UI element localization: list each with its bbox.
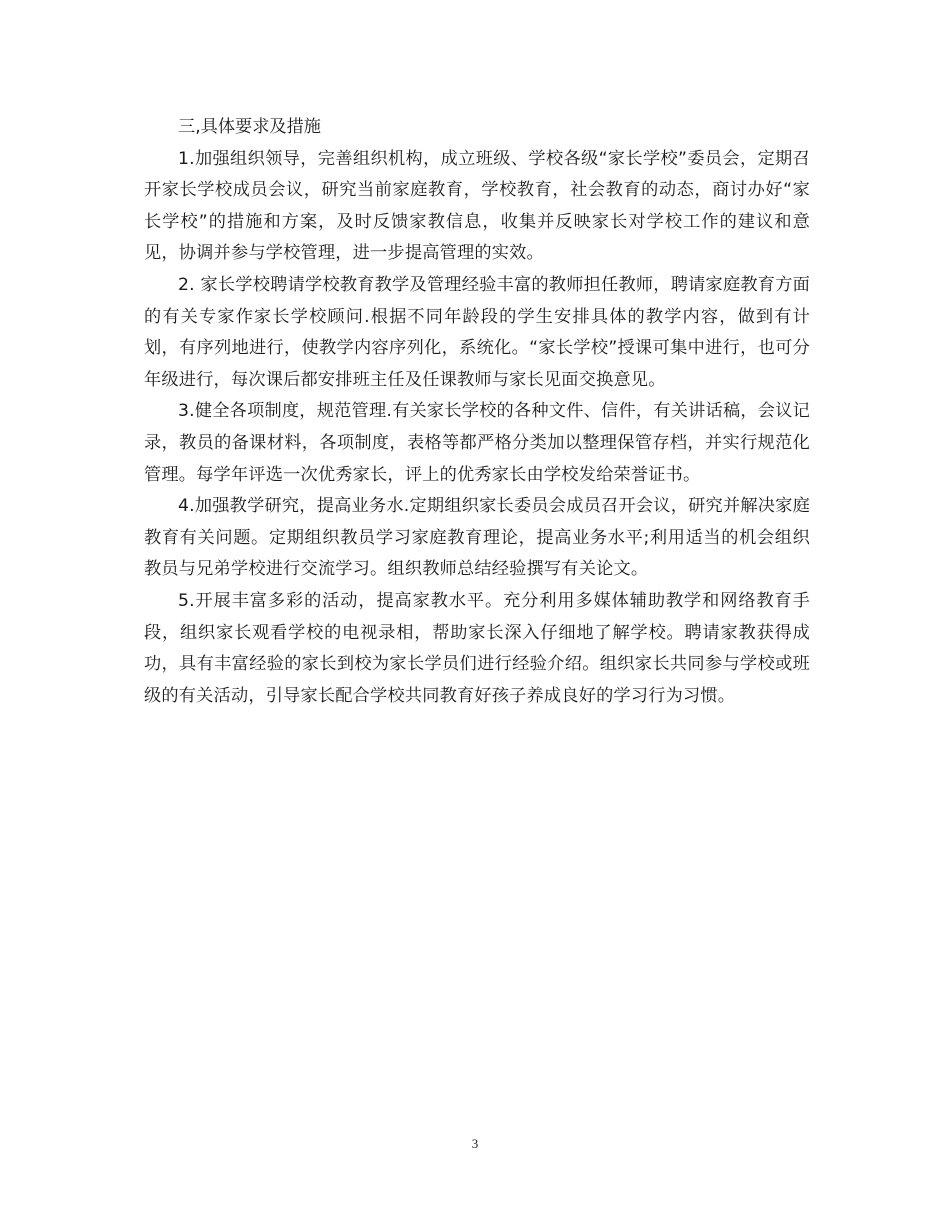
paragraph-5: 5.开展丰富多彩的活动，提高家教水平。充分利用多媒体辅助教学和网络教育手段，组织家长观看学校的电视录相，帮助家长深入仔细地了解学校。聘请家教获得成功，具有丰富经验的家长到校为家长学员们进行经验介绍。组织家长共同参与学校或班级的有关活动，引导家长配合学校共同教育好孩子养成良好的学习行为习惯。	[144, 590, 810, 706]
paragraph-3: 3.健全各项制度，规范管理.有关家长学校的各种文件、信件，有关讲话稿，会议记录，教员的备课材料，各项制度，表格等都严格分类加以整理保管存档，并实行规范化管理。每学年评选一次优秀家长，评上的优秀家长由学校发给荣誉证书。	[144, 401, 810, 485]
section-heading: 三,具体要求及措施	[178, 117, 321, 137]
paragraph-1: 1.加强组织领导，完善组织机构，成立班级、学校各级“家长学校”委员会，定期召开家长学校成员会议，研究当前家庭教育，学校教育，社会教育的动态，商讨办好“家长学校”的措施和方案，及时反馈家教信息，收集并反映家长对学校工作的建议和意见，协调并参与学校管理，进一步提高管理的实效。	[144, 148, 810, 264]
document-body	[144, 112, 810, 712]
paragraph-2: 2. 家长学校聘请学校教育教学及管理经验丰富的教师担任教师，聘请家庭教育方面的有关专家作家长学校顾问.根据不同年龄段的学生安排具体的教学内容，做到有计划，有序列地进行，使教学内容序列化，系统化。“家长学校”授课可集中进行，也可分年级进行，每次课后都安排班主任及任课教师与家长见面交换意见。	[144, 274, 810, 390]
paragraph-4: 4.加强教学研究，提高业务水.定期组织家长委员会成员召开会议，研究并解决家庭教育有关问题。定期组织教员学习家庭教育理论，提高业务水平;利用适当的机会组织教员与兄弟学校进行交流学习。组织教师总结经验撰写有关论文。	[144, 496, 810, 580]
page-number: 3	[471, 1136, 479, 1151]
